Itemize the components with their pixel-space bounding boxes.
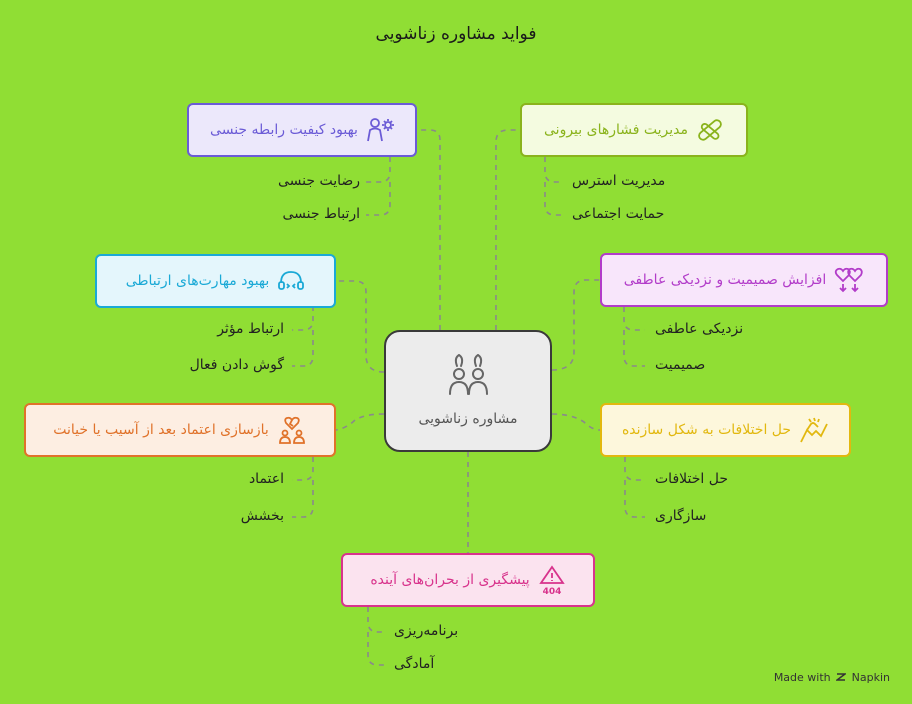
connector [368, 607, 386, 632]
connector [545, 157, 563, 182]
connector [336, 281, 384, 372]
sub-item: سازگاری [655, 508, 707, 524]
topic-conflict-resolution [600, 403, 851, 457]
topic-rebuild-trust [24, 403, 336, 457]
topic-label: پیشگیری از بحران‌های آینده [370, 572, 530, 588]
bandage-icon [696, 117, 724, 143]
connector [292, 306, 313, 330]
connector [336, 414, 384, 430]
center-label: مشاوره زناشویی [418, 411, 518, 427]
sub-item: صمیمیت [655, 357, 706, 373]
connector [368, 632, 386, 665]
topic-communication-skills [95, 254, 336, 308]
diagram-title: فواید مشاوره زناشویی [375, 24, 537, 44]
sub-item: حمایت اجتماعی [572, 206, 665, 222]
connector [545, 182, 563, 215]
sub-item: اعتماد [248, 471, 284, 487]
handshake-icon [799, 416, 829, 444]
made-with-napkin [774, 671, 890, 684]
connector [624, 330, 645, 366]
connector [496, 130, 520, 330]
sub-item: برنامه‌ریزی [394, 623, 459, 639]
headset-sync-icon [277, 268, 305, 294]
sub-item: ارتباط مؤثر [217, 321, 284, 337]
sub-item: بخشش [240, 508, 284, 524]
sub-item: آمادگی [394, 656, 435, 672]
sub-item: مدیریت استرس [572, 173, 666, 189]
connector [552, 414, 600, 430]
couple-icon [444, 352, 492, 400]
linked-hearts-icon [834, 266, 864, 294]
connector [292, 330, 313, 366]
connector [366, 182, 390, 215]
connector [417, 130, 440, 330]
connector [366, 157, 390, 182]
topic-sexual-quality [187, 103, 417, 157]
connector [624, 307, 645, 330]
topic-label: بهبود کیفیت رابطه جنسی [210, 122, 358, 138]
sub-item: رضایت جنسی [277, 173, 360, 189]
warning-404-icon [538, 565, 566, 595]
sub-item: ارتباط جنسی [282, 206, 360, 222]
topic-external-pressure [520, 103, 748, 157]
topic-label: بازسازی اعتماد بعد از آسیب یا خیانت [53, 422, 269, 438]
sub-item: حل اختلافات [655, 471, 728, 487]
credit-brand: Napkin [851, 671, 890, 684]
connector [292, 480, 313, 517]
broken-heart-people-icon [277, 416, 307, 444]
topic-label: حل اختلافات به شکل سازنده [621, 422, 792, 438]
topic-intimacy [600, 253, 888, 307]
sub-item: نزدیکی عاطفی [655, 321, 744, 337]
connector [292, 457, 313, 480]
topic-label: مدیریت فشارهای بیرونی [544, 122, 688, 138]
napkin-logo-icon [836, 672, 846, 682]
connector [625, 457, 645, 480]
credit-text: Made with [773, 671, 831, 684]
center-node [384, 330, 552, 452]
topic-label: بهبود مهارت‌های ارتباطی [125, 273, 270, 289]
connector [625, 480, 645, 517]
person-gear-icon [366, 117, 394, 143]
topic-prevention [341, 553, 595, 607]
topic-label: افزایش صمیمیت و نزدیکی عاطفی [623, 272, 827, 288]
connector [552, 280, 600, 370]
sub-item: گوش دادن فعال [189, 357, 284, 373]
svg-text:404: 404 [542, 587, 562, 595]
